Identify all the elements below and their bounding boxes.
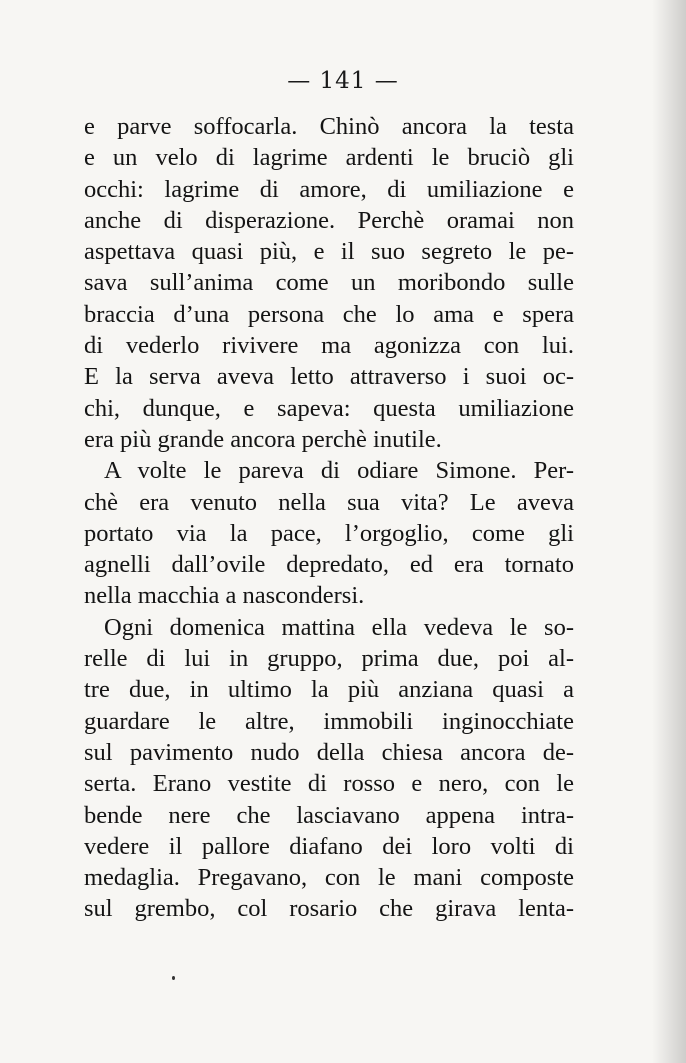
text-line: e parve soffocarla. Chinò ancora la testa: [84, 113, 574, 140]
text-line: era più grande ancora perchè inutile.: [84, 425, 442, 453]
text-line: medaglia. Pregavano, con le mani composte: [84, 864, 574, 892]
text-line: anche di disperazione. Perchè oramai non: [84, 206, 574, 234]
text-line: sava sull’anima come un moribondo sulle: [84, 269, 574, 297]
text-line: nella macchia a nascondersi.: [84, 582, 365, 610]
text-line: occhi: lagrime di amore, di umiliazione e: [84, 175, 574, 203]
text-line: chè era venuto nella sua vita? Le aveva: [84, 488, 574, 516]
text-line: vedere il pallore diafano dei loro volti di: [84, 832, 574, 860]
text-line: braccia d’una persona che lo ama e spera: [84, 300, 574, 328]
text-line: tre due, in ultimo la più anziana quasi a: [84, 676, 574, 704]
text-line: relle di lui in gruppo, prima due, poi al-: [84, 645, 574, 673]
body-text: [84, 111, 574, 925]
text-line: e un velo di lagrime ardenti le bruciò gli: [84, 144, 574, 172]
text-line: agnelli dall’ovile depredato, ed era tornato: [84, 551, 574, 579]
text-line: sul pavimento nudo della chiesa ancora de-: [84, 738, 574, 766]
text-line: serta. Erano vestite di rosso e nero, con le: [84, 770, 574, 798]
page-number: — 141 —: [287, 68, 399, 94]
text-line: bende nere che lasciavano appena intra-: [84, 801, 574, 829]
text-line: di vederlo rivivere ma agonizza con lui.: [84, 332, 574, 360]
text-line: guardare le altre, immobili inginocchiate: [84, 707, 574, 735]
page-edge-shadow: [652, 0, 686, 1063]
ink-speck: [172, 976, 175, 980]
text-line: aspettava quasi più, e il suo segreto le pe-: [84, 238, 574, 266]
text-line: E la serva aveva letto attraverso i suoi oc-: [84, 363, 574, 391]
text-line: portato via la pace, l’orgoglio, come gli: [84, 519, 574, 547]
text-line: Ogni domenica mattina ella vedeva le so-: [104, 613, 574, 641]
text-line: A volte le pareva di odiare Simone. Per-: [104, 457, 574, 485]
text-line: chi, dunque, e sapeva: questa umiliazione: [84, 394, 574, 422]
text-line: sul grembo, col rosario che girava lenta-: [84, 895, 574, 923]
